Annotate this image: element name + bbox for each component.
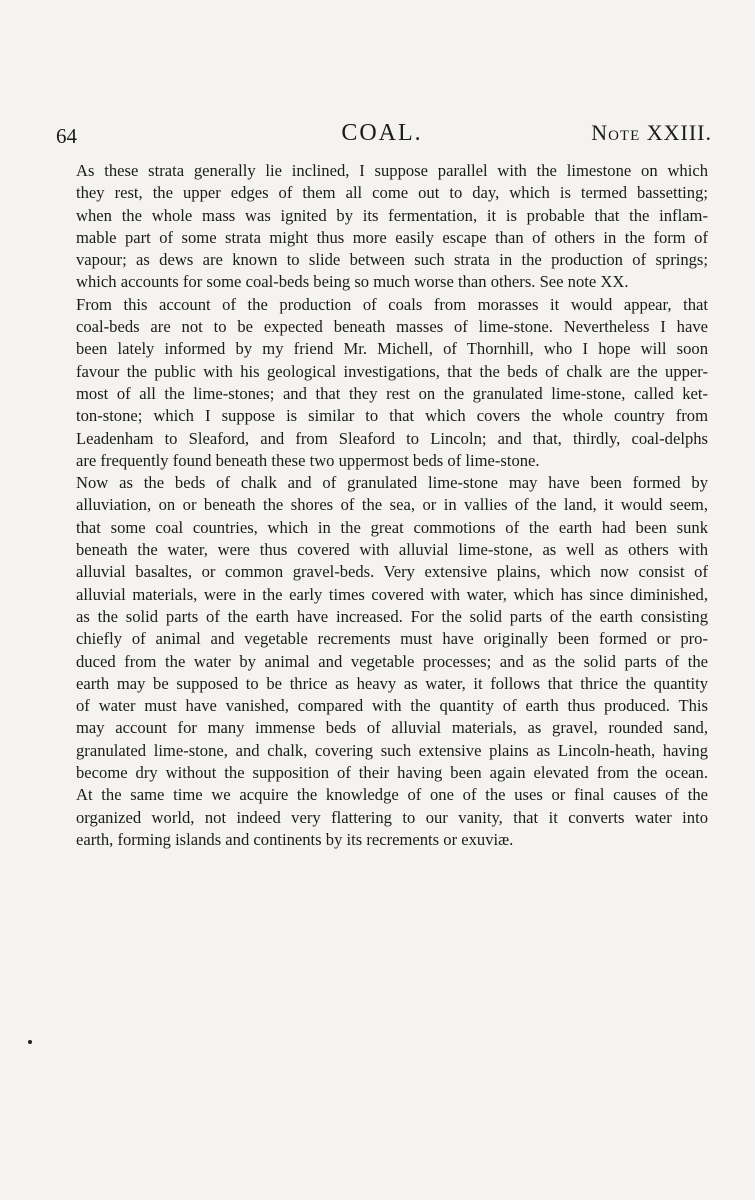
body-text [56, 160, 708, 851]
ink-speck [28, 1040, 32, 1044]
text-line: when the whole mass was ignited by its fermentation, it is probable that the inflam- [76, 205, 708, 225]
text-line: they rest, the upper edges of them all come out to day, which is termed bassetting; [76, 183, 708, 203]
text-line: that some coal countries, which in the great commotions of the earth had been sunk [76, 517, 708, 537]
paragraph-2 [56, 294, 708, 472]
text-line: alluvial basaltes, or common gravel-beds. Very extensive plains, which now consist of [76, 562, 708, 582]
text-line: duced from the water by animal and vegetable processes; and as the solid parts of the [76, 651, 708, 671]
text-line: As these strata generally lie inclined, I suppose parallel with the limestone on which [76, 161, 708, 180]
text-line: ton-stone; which I suppose is similar to that which covers the whole country from [76, 406, 708, 426]
text-line: Leadenham to Sleaford, and from Sleaford to Lincoln; and that, thirdly, coal-delphs [76, 428, 708, 448]
text-line: earth may be supposed to be thrice as heavy as water, it follows that thrice the quantity [76, 673, 708, 693]
text-line: as the solid parts of the earth have increased. For the solid parts of the earth consisting [76, 606, 708, 626]
text-line: Now as the beds of chalk and of granulated lime-stone may have been formed by [76, 473, 708, 493]
text-line: coal-beds are not to be expected beneath masses of lime-stone. Nevertheless I have [76, 317, 708, 337]
text-line: beneath the water, were thus covered with alluvial lime-stone, as well as others with [76, 540, 708, 560]
paragraph-1 [56, 160, 708, 294]
text-line: been lately informed by my friend Mr. Michell, of Thornhill, who I hope will soon [76, 339, 708, 359]
text-line: alluviation, on or beneath the shores of the sea, or in vallies of the land, it would seem, [76, 495, 708, 515]
text-line: At the same time we acquire the knowledge of one of the uses or final causes of the [76, 785, 708, 805]
text-line: which accounts for some coal-beds being so much worse than others. See note XX. [76, 272, 629, 292]
note-label: Note XXIII. [591, 120, 712, 145]
text-line: may account for many immense beds of alluvial materials, as gravel, rounded sand, [76, 718, 708, 738]
page-header [52, 116, 712, 152]
text-line: alluvial materials, were in the early times covered with water, which has since diminished, [76, 584, 708, 604]
paragraph-3 [56, 472, 708, 851]
text-line: From this account of the production of coals from morasses it would appear, that [76, 294, 708, 314]
text-line: earth, forming islands and continents by its recrements or exuviæ. [76, 829, 514, 849]
text-line: mable part of some strata might thus more easily escape than of others in the form of [76, 227, 708, 247]
running-title: COAL. [341, 120, 423, 146]
text-line: granulated lime-stone, and chalk, covering such extensive plains as Lincoln-heath, having [76, 740, 708, 760]
text-line: become dry without the supposition of their having been again elevated from the ocean. [76, 763, 708, 783]
text-line: most of all the lime-stones; and that they rest on the granulated lime-stone, called ket- [76, 383, 708, 403]
text-line: are frequently found beneath these two uppermost beds of lime-stone. [76, 450, 540, 470]
text-line: vapour; as dews are known to slide between such strata in the production of springs; [76, 250, 708, 270]
text-line: favour the public with his geological investigations, that the beds of chalk are the upper- [76, 361, 708, 381]
page-number: 64 [56, 124, 77, 148]
text-line: of water must have vanished, compared with the quantity of earth thus produced. This [76, 696, 708, 716]
text-line: chiefly of animal and vegetable recrements must have originally been formed or pro- [76, 629, 708, 649]
text-line: organized world, not indeed very flattering to our vanity, that it converts water into [76, 807, 708, 827]
